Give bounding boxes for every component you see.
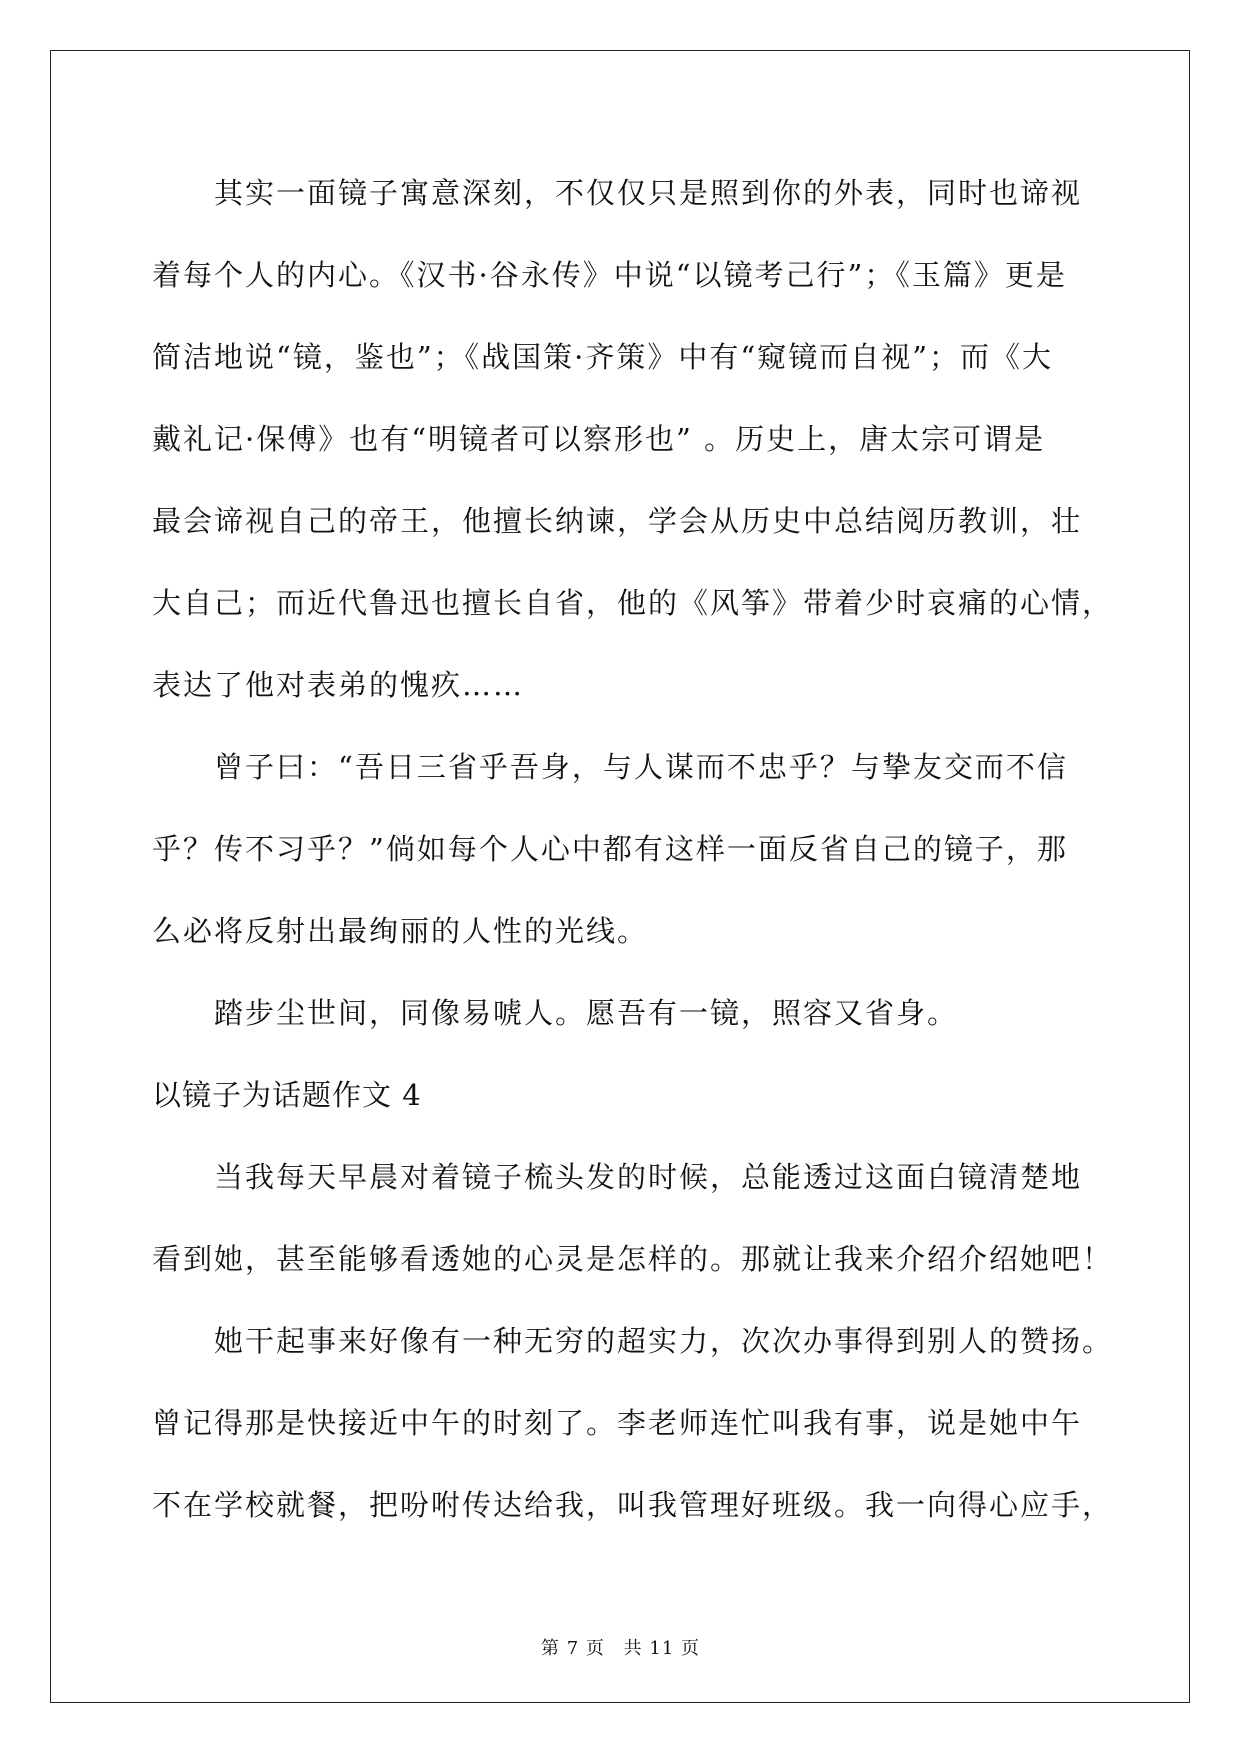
- paragraph-line: 么必将反射出最绚丽的人性的光线。: [152, 914, 649, 948]
- paragraph-line: 踏步尘世间，同像易唬人。愿吾有一镜，照容又省身。: [214, 996, 959, 1030]
- paragraph-line: 着每个人的内心。《汉书·谷永传》中说“以镜考己行”；《玉篇》更是: [152, 258, 1067, 292]
- paragraph-line: 简洁地说“镜，鉴也”；《战国策·齐策》中有“窥镜而自视”；而《大: [152, 340, 1054, 374]
- paragraph-line: 她干起事来好像有一种无穷的超实力，次次办事得到别人的赞扬。: [214, 1324, 1114, 1358]
- paragraph-line: 乎？传不习乎？”倘如每个人心中都有这样一面反省自己的镜子，那: [152, 832, 1068, 866]
- paragraph-line: 曾记得那是快接近中午的时刻了。李老师连忙叫我有事，说是她中午: [152, 1406, 1083, 1440]
- document-body: [152, 168, 1114, 1562]
- paragraph-line: 其实一面镜子寓意深刻，不仅仅只是照到你的外表，同时也谛视: [214, 176, 1083, 210]
- section-heading: 以镜子为话题作文 4: [152, 1078, 422, 1112]
- paragraph-line: 最会谛视自己的帝王，他擅长纳谏，学会从历史中总结阅历教训，壮: [152, 504, 1083, 538]
- paragraph-line: 当我每天早晨对着镜子梳头发的时候，总能透过这面白镜清楚地: [214, 1160, 1083, 1194]
- paragraph-line: 不在学校就餐，把吩咐传达给我，叫我管理好班级。我一向得心应手，: [152, 1488, 1114, 1522]
- paragraph-line: 大自己；而近代鲁迅也擅长自省，他的《风筝》带着少时哀痛的心情，: [152, 586, 1114, 620]
- paragraph-line: 戴礼记·保傅》也有“明镜者可以察形也” 。历史上，唐太宗可谓是: [152, 422, 1046, 456]
- page-footer: [0, 1634, 1241, 1660]
- page-number-total: 共 11 页: [623, 1638, 700, 1659]
- paragraph-line: 看到她，甚至能够看透她的心灵是怎样的。那就让我来介绍介绍她吧！: [152, 1242, 1114, 1276]
- page-number-current: 第 7 页: [541, 1638, 605, 1659]
- paragraph-line: 曾子曰：“吾日三省乎吾身，与人谋而不忠乎？与挚友交而不信: [214, 750, 1068, 784]
- paragraph-line: 表达了他对表弟的愧疚……: [152, 668, 525, 702]
